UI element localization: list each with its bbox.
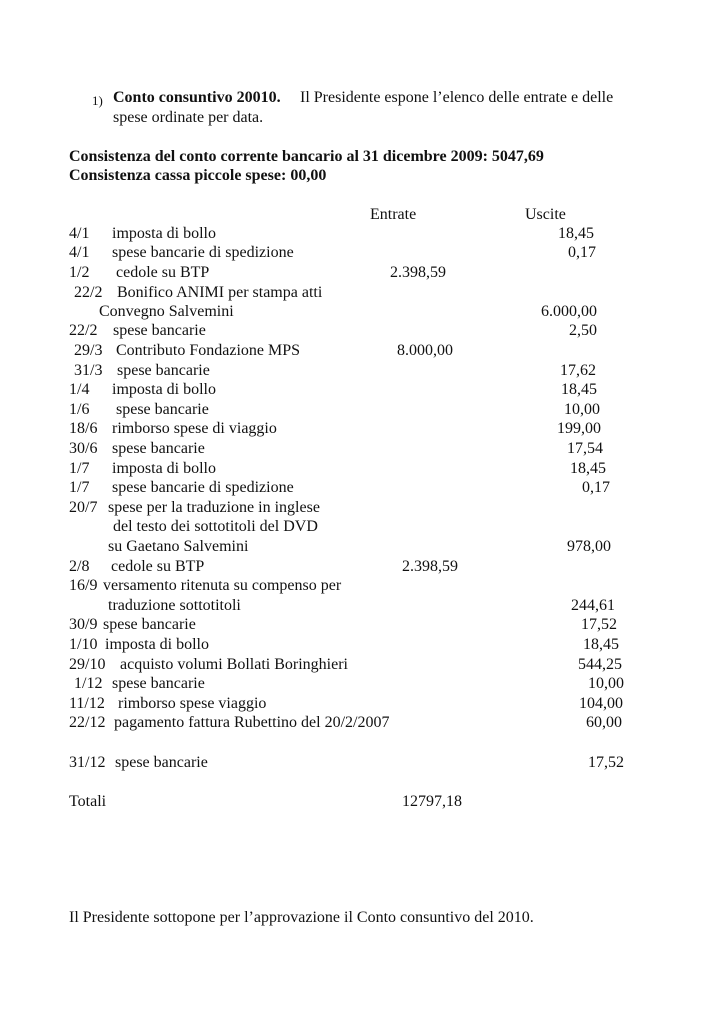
row-uscita-amount: 199,00 (557, 420, 601, 437)
row-description: imposta di bollo (112, 460, 216, 477)
totals-label: Totali (69, 793, 107, 810)
row-description: rimborso spese di viaggio (112, 420, 277, 437)
row-date: 11/12 (69, 695, 105, 712)
row-uscita-amount: 17,52 (581, 616, 617, 633)
row-uscita-amount: 10,00 (564, 401, 600, 418)
row-uscita-amount: 10,00 (588, 675, 624, 692)
row-uscita-amount: 6.000,00 (541, 303, 597, 320)
row-date: 1/7 (69, 460, 90, 477)
row-date: 1/6 (69, 401, 90, 418)
row-date: 29/10 (69, 656, 106, 673)
row-description: imposta di bollo (112, 225, 216, 242)
row-date: 1/7 (69, 479, 90, 496)
closing-statement: Il Presidente sottopone per l’approvazione il Conto consuntivo del 2010. (69, 909, 534, 926)
row-uscita-amount: 104,00 (579, 695, 623, 712)
column-header-entrate: Entrate (370, 206, 417, 223)
row-description: rimborso spese viaggio (118, 695, 267, 712)
row-description: spese bancarie di spedizione (112, 479, 294, 496)
row-description: Contributo Fondazione MPS (116, 342, 301, 359)
row-date: 4/1 (69, 244, 90, 261)
row-date: 1/4 (69, 381, 90, 398)
row-date: 22/2 (74, 284, 103, 301)
row-uscita-amount: 17,62 (560, 362, 596, 379)
row-date: 1/12 (74, 675, 103, 692)
row-entrata-amount: 8.000,00 (397, 342, 453, 359)
row-date: 20/7 (69, 499, 98, 516)
row-description: versamento ritenuta su compenso per (103, 577, 342, 594)
row-date: 22/2 (69, 322, 98, 339)
row-description: Bonifico ANIMI per stampa atti (117, 284, 323, 301)
row-date: 1/10 (69, 636, 98, 653)
row-description: cedole su BTP (111, 558, 205, 575)
row-date: 30/6 (69, 440, 98, 457)
row-uscita-amount: 18,45 (561, 381, 597, 398)
intro-text-line1: Il Presidente espone l’elenco delle entrate e delle (300, 89, 614, 106)
row-uscita-amount: 0,17 (582, 479, 610, 496)
row-uscita-amount: 978,00 (567, 538, 611, 555)
row-description: spese bancarie di spedizione (112, 244, 294, 261)
row-description: Convegno Salvemini (99, 303, 234, 320)
row-date: 18/6 (69, 420, 98, 437)
row-description: spese bancarie (117, 362, 210, 379)
row-date: 31/3 (74, 362, 103, 379)
row-date: 22/12 (69, 714, 106, 731)
row-description: spese bancarie (103, 616, 196, 633)
row-description: su Gaetano Salvemini (108, 538, 249, 555)
petty-cash-balance: Consistenza cassa piccole spese: 00,00 (69, 167, 327, 184)
item-number: 1) (92, 93, 103, 108)
row-description: pagamento fattura Rubettino del 20/2/2007 (114, 714, 390, 731)
row-description: imposta di bollo (112, 381, 216, 398)
bank-balance: Consistenza del conto corrente bancario al 31 dicembre 2009: 5047,69 (69, 148, 544, 165)
row-date: 4/1 (69, 225, 90, 242)
row-description: spese bancarie (112, 440, 205, 457)
intro-text-line2: spese ordinate per data. (113, 109, 264, 126)
row-date: 1/2 (69, 264, 90, 281)
row-uscita-amount: 60,00 (586, 714, 622, 731)
row-description: imposta di bollo (105, 636, 209, 653)
row-date: 29/3 (74, 342, 103, 359)
section-heading: Conto consuntivo 20010. (113, 89, 281, 106)
row-description: spese bancarie (115, 754, 208, 771)
row-uscita-amount: 244,61 (571, 597, 615, 614)
row-date: 2/8 (69, 558, 90, 575)
row-date: 31/12 (69, 754, 106, 771)
row-uscita-amount: 18,45 (558, 225, 594, 242)
row-entrata-amount: 2.398,59 (390, 264, 446, 281)
row-uscita-amount: 2,50 (569, 322, 597, 339)
row-uscita-amount: 17,52 (588, 754, 624, 771)
row-description: spese bancarie (112, 675, 205, 692)
row-date: 30/9 (69, 616, 98, 633)
row-description: spese bancarie (116, 401, 209, 418)
row-date: 16/9 (69, 577, 98, 594)
row-entrata-amount: 2.398,59 (402, 558, 458, 575)
row-description: spese per la traduzione in inglese (108, 499, 320, 516)
row-uscita-amount: 17,54 (567, 440, 603, 457)
row-uscita-amount: 0,17 (568, 244, 596, 261)
row-description: cedole su BTP (116, 264, 210, 281)
totals-entrate: 12797,18 (402, 793, 462, 810)
column-header-uscite: Uscite (525, 206, 566, 223)
row-description: del testo dei sottotitoli del DVD (113, 518, 318, 535)
row-uscita-amount: 18,45 (570, 460, 606, 477)
row-description: traduzione sottotitoli (108, 597, 241, 614)
row-description: acquisto volumi Bollati Boringhieri (120, 656, 348, 673)
row-description: spese bancarie (113, 322, 206, 339)
row-uscita-amount: 544,25 (578, 656, 622, 673)
row-uscita-amount: 18,45 (583, 636, 619, 653)
